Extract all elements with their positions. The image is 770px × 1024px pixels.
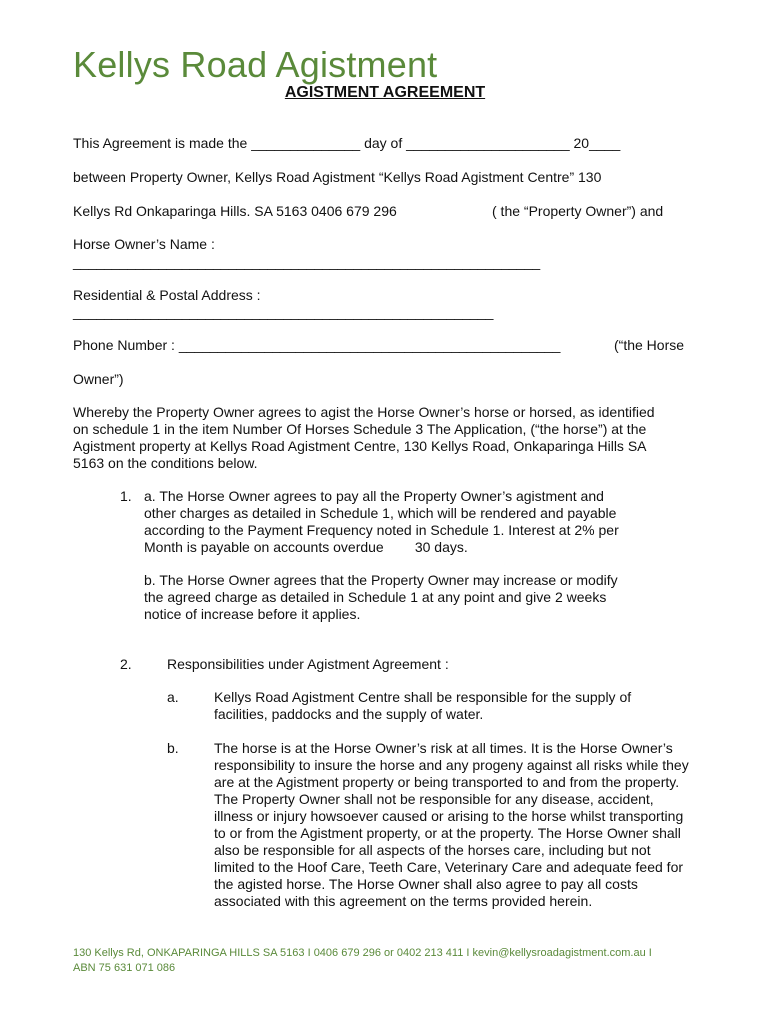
between-line: between Property Owner, Kellys Road Agistment “Kellys Road Agistment Centre” 130 [73,169,602,185]
property-owner-label: ( the “Property Owner”) and [492,203,664,219]
footer [73,946,713,976]
clause-1b-line-3: notice of increase before it applies. [144,606,361,622]
residential-address-label: Residential & Postal Address : [73,287,261,303]
footer-abn-line: ABN 75 631 071 086 [73,962,176,974]
brand-title: Kellys Road Agistment [73,44,438,85]
agreement-date-line: This Agreement is made the ______________ day of _____________________ 20____ [73,135,621,151]
clause-1b-line-1: b. The Horse Owner agrees that the Property Owner may increase or modify [144,572,618,588]
clause-2b-label: b. [167,740,179,756]
clause-2-title: Responsibilities under Agistment Agreement : [167,656,449,672]
horse-owner-label-open: (“the Horse [614,337,685,353]
clause-2b-text: The horse is at the Horse Owner’s risk at all times. It is the Horse Owner’s responsibility to insure the horse and any progeny against all risks while they are at the Agistment property or being transported to and from the property. The Property Owner shall not be responsible for any disease, accident, illness or injury howsoever caused or arising to the horse whilst transporting to or from the Agistment property, or at the property. The Horse Owner shall also be responsible for all aspects of the horses care, including but not limited to the Hoof Care, Teeth Care, Veterinary Care and adequate feed for the agisted horse. The Horse Owner shall also agree to pay all costs associated with this agreement on the terms provided herein. [214,740,689,909]
address-line: Kellys Rd Onkaparinga Hills. SA 5163 0406 679 296 [73,203,397,219]
horse-owner-name-label: Horse Owner’s Name : [73,236,215,252]
phone-number-field: Phone Number : _________________________________________________ [73,337,561,353]
clause-1b-line-2: the agreed charge as detailed in Schedule 1 at any point and give 2 weeks [144,589,607,605]
whereby-paragraph: Whereby the Property Owner agrees to agist the Horse Owner’s horse or horsed, as identified on schedule 1 in the item Number Of Horses Schedule 3 The Application, (“the horse”) at the Agistment property at Kellys Road Agistment Centre, 130 Kellys Road, Onkaparinga Hills SA 5163 on the conditions below. [73,404,655,471]
clause-1a-line-3: according to the Payment Frequency noted in Schedule 1. Interest at 2% per [144,522,619,538]
clause-1a-line-1: a. The Horse Owner agrees to pay all the Property Owner’s agistment and [144,488,604,504]
clause-1-number: 1. [120,488,132,504]
clause-2-number: 2. [120,656,132,672]
footer-contact-line: 130 Kellys Rd, ONKAPARINGA HILLS SA 5163 I 0406 679 296 or 0402 213 411 I kevin@kellysroadagistment.com.au I [73,947,652,959]
clause-2a-text: Kellys Road Agistment Centre shall be responsible for the supply of facilities, paddocks and the supply of water. [214,689,632,722]
document-heading: AGISTMENT AGREEMENT [284,84,486,101]
clause-1a-line-2: other charges as detailed in Schedule 1, which will be rendered and payable [144,505,617,521]
clause-1a-line-4: Month is payable on accounts overdue 30 days. [144,539,468,555]
residential-address-field: ______________________________________________________ [73,304,494,320]
horse-owner-label-close: Owner”) [73,371,124,387]
clause-2a-label: a. [167,689,179,705]
horse-owner-name-field: ____________________________________________________________ [73,254,541,270]
